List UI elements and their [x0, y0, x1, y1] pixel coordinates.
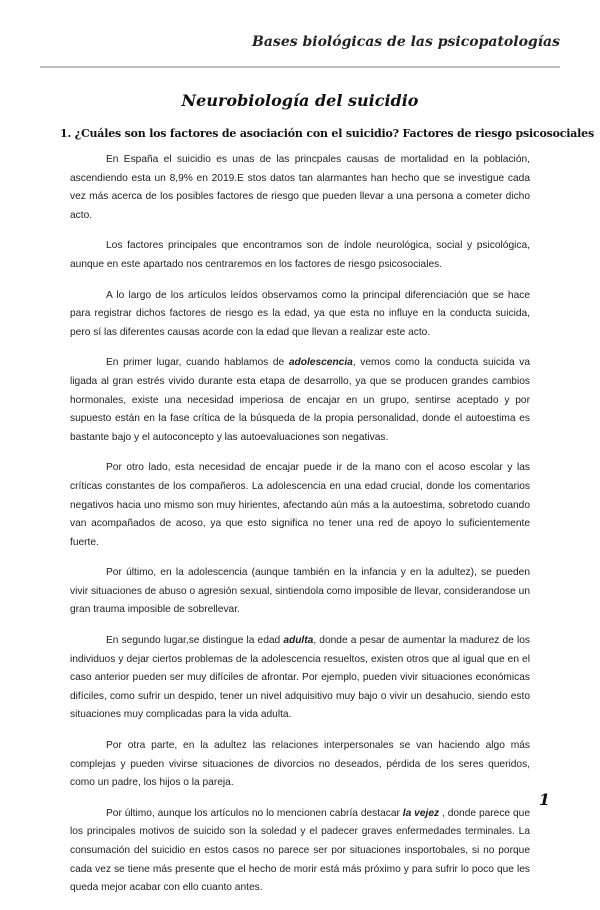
- header-divider: [40, 66, 560, 68]
- body-text: [70, 151, 530, 910]
- paragraph-2: Los factores principales que encontramos son de índole neurológica, social y psicológica, aunque en este apartado nos centraremos en los factores de riesgo psicosociales.: [70, 240, 530, 270]
- term-adolescencia: adolescencia: [288, 357, 353, 369]
- document-title: Neurobiología del suicidio: [181, 91, 419, 110]
- paragraph-4-start: En primer lugar, cuando hablamos de: [106, 357, 289, 369]
- paragraph-4: [70, 354, 530, 447]
- paragraph-3: A lo largo de los artículos leídos observamos como la principal diferenciación que se hace para registrar dichos factores de riesgo es la edad, ya que esta no influye en la conducta suicida, pero sí las diferentes causas acorde con la edad que llevan a realizar este acto.: [70, 289, 530, 338]
- paragraph-6: Por último, en la adolescencia (aunque también en la infancia y en la adultez), se pueden vivir situaciones de abuso o agresión sexual, sintiendola como imposible de llevar, considerandose un gran trauma imposible de sobrellevar.: [70, 567, 530, 616]
- section-heading: 1. ¿Cuáles son los factores de asociación con el suicidio? Factores de riesgo psicosociales: [60, 127, 594, 140]
- page-number: 1: [538, 790, 550, 809]
- paragraph-5: Por otro lado, esta necesidad de encajar puede ir de la mano con el acoso escolar y las críticas constantes de los compañeros. La adolescencia en una edad crucial, donde los comentarios negativos hacia uno mismo son muy hirientes, afectando aún más a la autoestima, sobretodo cuando van acompañados de acoso, ya que esto significa no tener una red de apoyo lo suficientemente fuerte.: [70, 462, 530, 548]
- paragraph-9-rest: , donde parece que los principales motivos de suicido son la soledad y el padecer graves enfermedades terminales. La consumación del suicidio en estos casos no parece ser por situaciones insportobales, si no porque cada vez se tiene más presente que el hecho de morir está más próximo y para sufrir lo poco que les queda mejor acabar con ello cuanto antes.: [70, 807, 530, 894]
- paragraph-8: Por otra parte, en la adultez las relaciones interpersonales se van haciendo algo más complejas y pueden vivirse situaciones de divorcios no deseados, pérdida de los seres queridos, como un padre, los hijos o la pareja.: [70, 740, 530, 789]
- running-header: Bases biológicas de las psicopatologías: [252, 34, 560, 50]
- paragraph-9-start: Por último, aunque los artículos no lo mencionen cabría destacar: [106, 807, 403, 819]
- paragraph-7: [70, 632, 530, 725]
- paragraph-7-start: En segundo lugar,se distingue la edad: [106, 635, 284, 647]
- paragraph-1: En España el suicidio es unas de las princpales causas de mortalidad en la población, ascendiendo esta un 8,9% en 2019.E stos datos tan alarmantes han hecho que se investigue cada vez más acerca de los posibles factores de riesgo que pueden llevar a una persona a cometer dicho acto.: [70, 154, 530, 221]
- term-la-vejez: la vejez: [402, 807, 440, 819]
- paragraph-9: [70, 805, 530, 898]
- paragraph-4-rest: , vemos como la conducta suicida va ligada al gran estrés vivido durante esta etapa de desarrollo, ya que se producen grandes cambios hormonales, existe una necesidad imperiosa de encajar en un grupo, sentirse aceptado y por supuesto están en la fase crítica de la búsqueda de la propia personalidad, donde el autoestima es bastante bajo y el autoconcepto y las autoevaluaciones son negativas.: [70, 357, 530, 443]
- paragraph-7-rest: , donde a pesar de aumentar la madurez de los individuos y dejar ciertos problemas de la adolescencia resueltos, existen otros que al igual que en el caso anterior pueden ser muy difíciles de afrontar. Por ejemplo, pueden vivir situaciones económicas difíciles, como sufrir un despido, tener un nivel adquisitivo muy bajo o vivir un desahucio, siendo esto situaciones muy complicadas para la vida adulta.: [70, 635, 530, 721]
- term-adulta: adulta: [283, 635, 314, 647]
